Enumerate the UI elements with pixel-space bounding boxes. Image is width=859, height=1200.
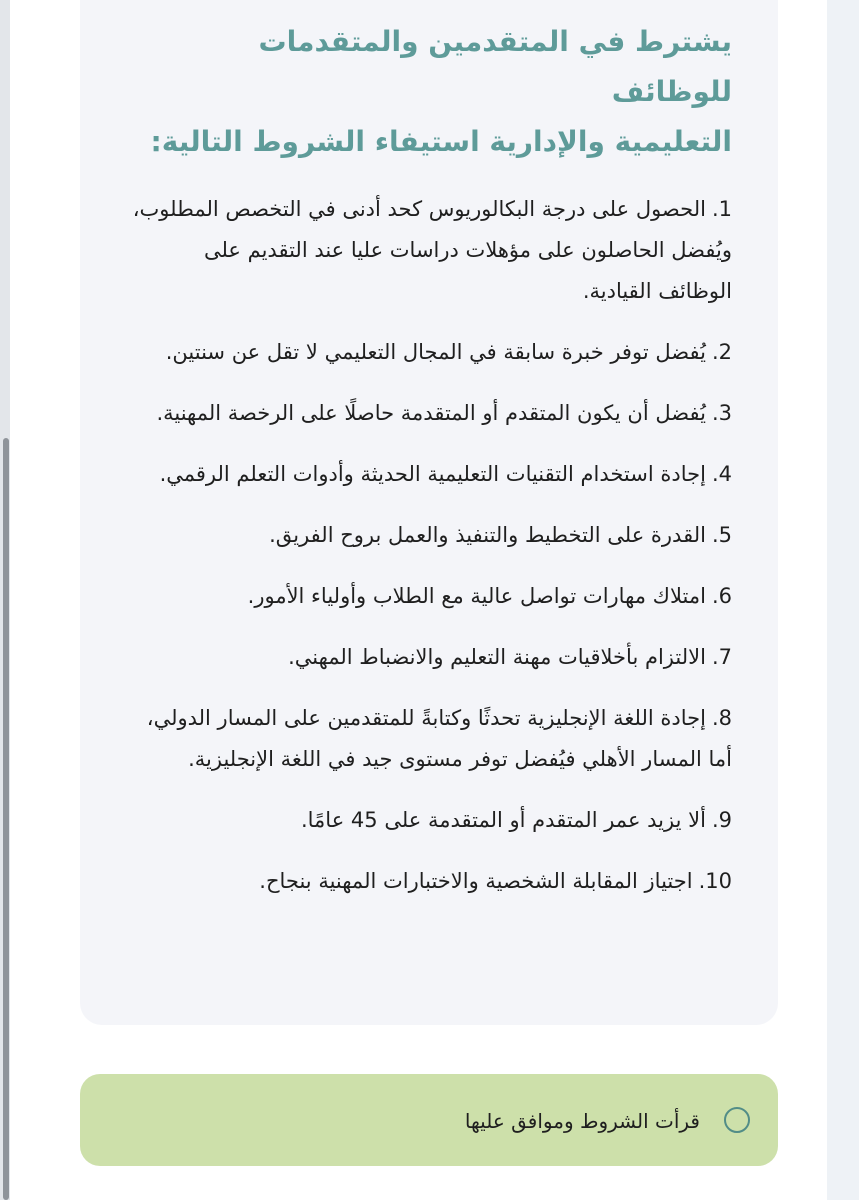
condition-item-8 xyxy=(132,698,732,780)
condition-item-4 xyxy=(132,454,732,495)
right-background-edge xyxy=(827,0,859,1200)
condition-text: اجتياز المقابلة الشخصية والاختبارات المهنية بنجاح. xyxy=(259,869,693,893)
condition-text: امتلاك مهارات تواصل عالية مع الطلاب وأولياء الأمور. xyxy=(247,584,706,608)
title-line-2: التعليمية والإدارية استيفاء الشروط التالية: xyxy=(150,125,732,158)
condition-item-6 xyxy=(132,576,732,617)
terms-agreement-option[interactable] xyxy=(80,1074,778,1166)
condition-number: 8. xyxy=(711,706,732,730)
condition-number: 3. xyxy=(711,401,732,425)
condition-text: الالتزام بأخلاقيات مهنة التعليم والانضباط المهني. xyxy=(288,645,706,669)
title-line-1: يشترط في المتقدمين والمتقدمات للوظائف xyxy=(258,25,732,108)
condition-item-7 xyxy=(132,637,732,678)
condition-text: القدرة على التخطيط والتنفيذ والعمل بروح الفريق. xyxy=(269,523,706,547)
condition-text: إجادة استخدام التقنيات التعليمية الحديثة وأدوات التعلم الرقمي. xyxy=(159,462,706,486)
condition-number: 5. xyxy=(711,523,732,547)
condition-item-2 xyxy=(132,332,732,373)
condition-text: يُفضل توفر خبرة سابقة في المجال التعليمي لا تقل عن سنتين. xyxy=(165,340,706,364)
conditions-title xyxy=(132,17,732,167)
conditions-card xyxy=(80,0,778,1025)
scrollbar-thumb[interactable] xyxy=(3,438,9,1200)
condition-number: 1. xyxy=(711,197,732,221)
condition-item-9 xyxy=(132,800,732,841)
condition-text: الحصول على درجة البكالوريوس كحد أدنى في التخصص المطلوب، ويُفضل الحاصلون على مؤهلات دراسات عليا عند التقديم على الوظائف القيادية. xyxy=(132,197,732,303)
condition-number: 10. xyxy=(698,869,732,893)
condition-item-3 xyxy=(132,393,732,434)
condition-item-10 xyxy=(132,861,732,902)
condition-item-1 xyxy=(132,189,732,312)
condition-number: 6. xyxy=(711,584,732,608)
conditions-list xyxy=(132,189,732,902)
condition-text: يُفضل أن يكون المتقدم أو المتقدمة حاصلًا على الرخصة المهنية. xyxy=(156,401,706,425)
condition-number: 2. xyxy=(711,340,732,364)
condition-number: 9. xyxy=(711,808,732,832)
condition-text: إجادة اللغة الإنجليزية تحدثًا وكتابةً للمتقدمين على المسار الدولي، أما المسار الأهلي فيُفضل توفر مستوى جيد في اللغة الإنجليزية. xyxy=(146,706,732,771)
agreement-radio-icon[interactable] xyxy=(724,1107,750,1133)
condition-item-5 xyxy=(132,515,732,556)
condition-text: ألا يزيد عمر المتقدم أو المتقدمة على 45 عامًا. xyxy=(300,808,706,832)
condition-number: 4. xyxy=(711,462,732,486)
agreement-label: قرأت الشروط وموافق عليها xyxy=(464,1109,700,1133)
condition-number: 7. xyxy=(711,645,732,669)
